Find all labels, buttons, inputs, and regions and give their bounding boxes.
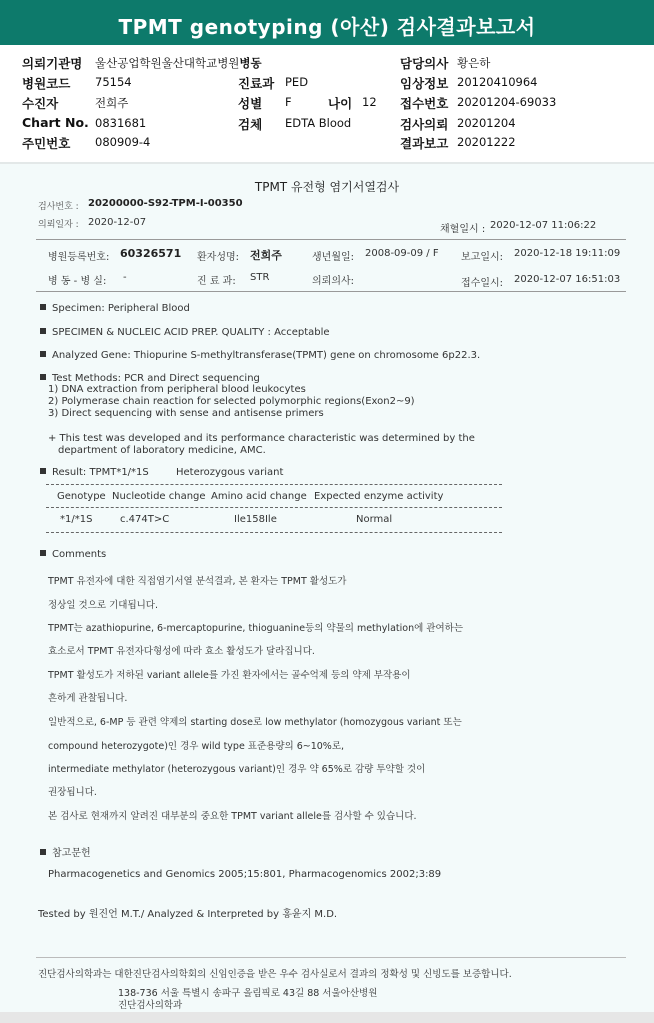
specimen-line: Specimen: Peripheral Blood: [40, 303, 190, 314]
divider: [36, 291, 626, 292]
table-cell: c.474T>C: [120, 514, 170, 525]
footer-address: 138-736 서울 특별시 송파구 올림픽로 43길 88 서울아산병원: [118, 988, 378, 999]
methods-title: Test Methods: PCR and Direct sequencing: [40, 373, 260, 384]
result-type: Heterozygous variant: [176, 467, 284, 478]
comment-line: 흔하게 관찰됩니다.: [48, 693, 128, 704]
comment-line: 효소로서 TPMT 유전자다형성에 따라 효소 활성도가 달라집니다.: [48, 646, 315, 657]
doctor-label: 담당의사: [400, 56, 449, 71]
sex-label: 성별: [238, 96, 263, 111]
request-date-label: 의뢰일자 :: [38, 220, 79, 230]
dept-value: STR: [250, 272, 270, 283]
divider: [36, 957, 626, 958]
footer-dept: 진단검사의학과: [118, 1000, 183, 1011]
report-dt-value: 2020-12-18 19:11:09: [514, 248, 621, 259]
table-header-rule: [46, 507, 502, 508]
title-bar: [0, 0, 654, 45]
bullet-icon: [40, 468, 46, 474]
table-cell: Normal: [356, 514, 393, 525]
request-date-label: 검사의뢰: [400, 117, 449, 132]
receipt-dt-label: 접수일시:: [461, 278, 504, 289]
specimen-label: 검체: [238, 117, 263, 132]
request-date-value: 2020-12-07: [88, 217, 147, 228]
receipt-value: 20201204-69033: [457, 95, 557, 109]
collect-value: 2020-12-07 11:06:22: [490, 220, 597, 231]
table-header: Nucleotide change: [112, 491, 206, 502]
receipt-dt-value: 2020-12-07 16:51:03: [514, 274, 621, 285]
refs-text: Pharmacogenetics and Genomics 2005;15:801, Pharmacogenomics 2002;3:89: [48, 869, 442, 880]
table-cell: *1/*1S: [60, 514, 93, 525]
patient-value: 전희주: [250, 249, 282, 262]
request-date-value: 20201204: [457, 116, 516, 130]
clinical-label: 임상정보: [400, 76, 449, 91]
dept-label: 진 료 과:: [197, 276, 236, 287]
comment-line: 일반적으로, 6-MP 등 관련 약제의 starting dose로 low methylator (homozygous variant 또는: [48, 717, 462, 728]
reg-no-value: 60326571: [120, 247, 182, 260]
table-header: Genotype: [57, 491, 106, 502]
dob-label: 생년월일:: [312, 252, 355, 263]
bullet-icon: [40, 351, 46, 357]
report-date-label: 결과보고: [400, 136, 449, 151]
comment-line: TPMT 유전자에 대한 직접염기서열 분석결과, 본 환자는 TPMT 활성도가: [48, 576, 347, 587]
collect-label: 채혈일시 :: [440, 224, 486, 235]
comment-line: intermediate methylator (heterozygous variant)인 경우 약 65%로 감량 투약할 것이: [48, 764, 426, 775]
chart-label: Chart No.: [22, 115, 89, 130]
bullet-icon: [40, 328, 46, 334]
rrn-label: 주민번호: [22, 136, 71, 151]
gene-line: Analyzed Gene: Thiopurine S-methyltransferase(TPMT) gene on chromosome 6p22.3.: [40, 350, 480, 361]
refs-title: 참고문헌: [40, 844, 91, 859]
doctor-value: 황은하: [457, 56, 491, 70]
collector-value: 전희주: [95, 96, 129, 110]
age-label: 나이: [328, 96, 353, 111]
report-dt-label: 보고일시:: [461, 252, 504, 263]
institution-label: 의뢰기관명: [22, 56, 83, 71]
method-item: 2) Polymerase chain reaction for selected polymorphic regions(Exon2~9): [48, 396, 415, 407]
bullet-icon: [40, 550, 46, 556]
sex-value: F: [285, 95, 292, 109]
rrn-value: 080909-4: [95, 135, 151, 149]
report-body: [0, 162, 654, 1022]
specimen-value: EDTA Blood: [285, 116, 352, 130]
dob-value: 2008-09-09 / F: [365, 248, 439, 259]
comment-line: 정상일 것으로 기대됩니다.: [48, 600, 159, 611]
dept-value: PED: [285, 75, 309, 89]
table-cell: Ile158Ile: [234, 514, 277, 525]
comment-line: 본 검사로 현재까지 알려진 대부분의 중요한 TPMT variant allele를 검사할 수 있습니다.: [48, 811, 417, 822]
report-date-value: 20201222: [457, 135, 516, 149]
result-line: Result: TPMT*1/*1S: [40, 467, 149, 478]
clinical-value: 20120410964: [457, 75, 538, 89]
comment-line: TPMT 활성도가 저하된 variant allele를 가진 환자에서는 골수억제 등의 약제 부작용이: [48, 670, 411, 681]
comment-line: TPMT는 azathiopurine, 6-mercaptopurine, thioguanine등의 약물의 methylation에 관여하는: [48, 623, 463, 634]
bottom-strip: [0, 1012, 654, 1023]
request-header: [0, 45, 654, 162]
comment-line: 권장됩니다.: [48, 787, 97, 798]
method-item: 1) DNA extraction from peripheral blood leukocytes: [48, 384, 306, 395]
patient-label: 환자성명:: [197, 252, 240, 263]
bullet-icon: [40, 374, 46, 380]
method-item: 3) Direct sequencing with sense and antisense primers: [48, 408, 324, 419]
hospital-code-label: 병원코드: [22, 76, 71, 91]
test-no-value: 20200000-S92-TPM-I-00350: [88, 198, 243, 209]
footer-note: 진단검사의학과는 대한진단검사의학회의 신임인증을 받은 우수 검사실로서 결과의 정확성 및 신빙도를 보증합니다.: [38, 969, 512, 980]
chart-value: 0831681: [95, 116, 147, 130]
comments-title: Comments: [40, 549, 106, 560]
page-title: TPMT genotyping (아산) 검사결과보고서: [118, 15, 536, 39]
comment-line: compound heterozygote)인 경우 wild type 표준용량의 6~10%로,: [48, 741, 345, 752]
note-line: + This test was developed and its performance characteristic was determined by the: [48, 433, 475, 444]
table-header: Expected enzyme activity: [314, 491, 444, 502]
dept-label: 진료과: [238, 76, 275, 91]
institution-value: 울산공업학원울산대학교병원병동: [95, 56, 262, 70]
test-no-label: 검사번호 :: [38, 202, 79, 212]
ward-label: 병 동 - 병 실:: [48, 276, 107, 287]
ward-value: -: [123, 272, 127, 283]
bullet-icon: [40, 849, 46, 855]
doctor-label: 의뢰의사:: [312, 276, 355, 287]
reg-no-label: 병원등록번호:: [48, 252, 110, 263]
hospital-code-value: 75154: [95, 75, 132, 89]
note-line: department of laboratory medicine, AMC.: [58, 445, 266, 456]
report-title: TPMT 유전형 염기서열검사: [254, 180, 400, 194]
table-bottom-rule: [46, 532, 502, 533]
quality-line: SPECIMEN & NUCLEIC ACID PREP. QUALITY : Acceptable: [40, 327, 330, 338]
table-top-rule: [46, 484, 502, 485]
tested-by: Tested by 원진언 M.T./ Analyzed & Interpreted by 홍윤지 M.D.: [38, 909, 338, 920]
age-value: 12: [362, 95, 377, 109]
collector-label: 수진자: [22, 96, 59, 111]
bullet-icon: [40, 304, 46, 310]
divider: [36, 239, 626, 240]
table-header: Amino acid change: [211, 491, 307, 502]
receipt-label: 접수번호: [400, 96, 449, 111]
